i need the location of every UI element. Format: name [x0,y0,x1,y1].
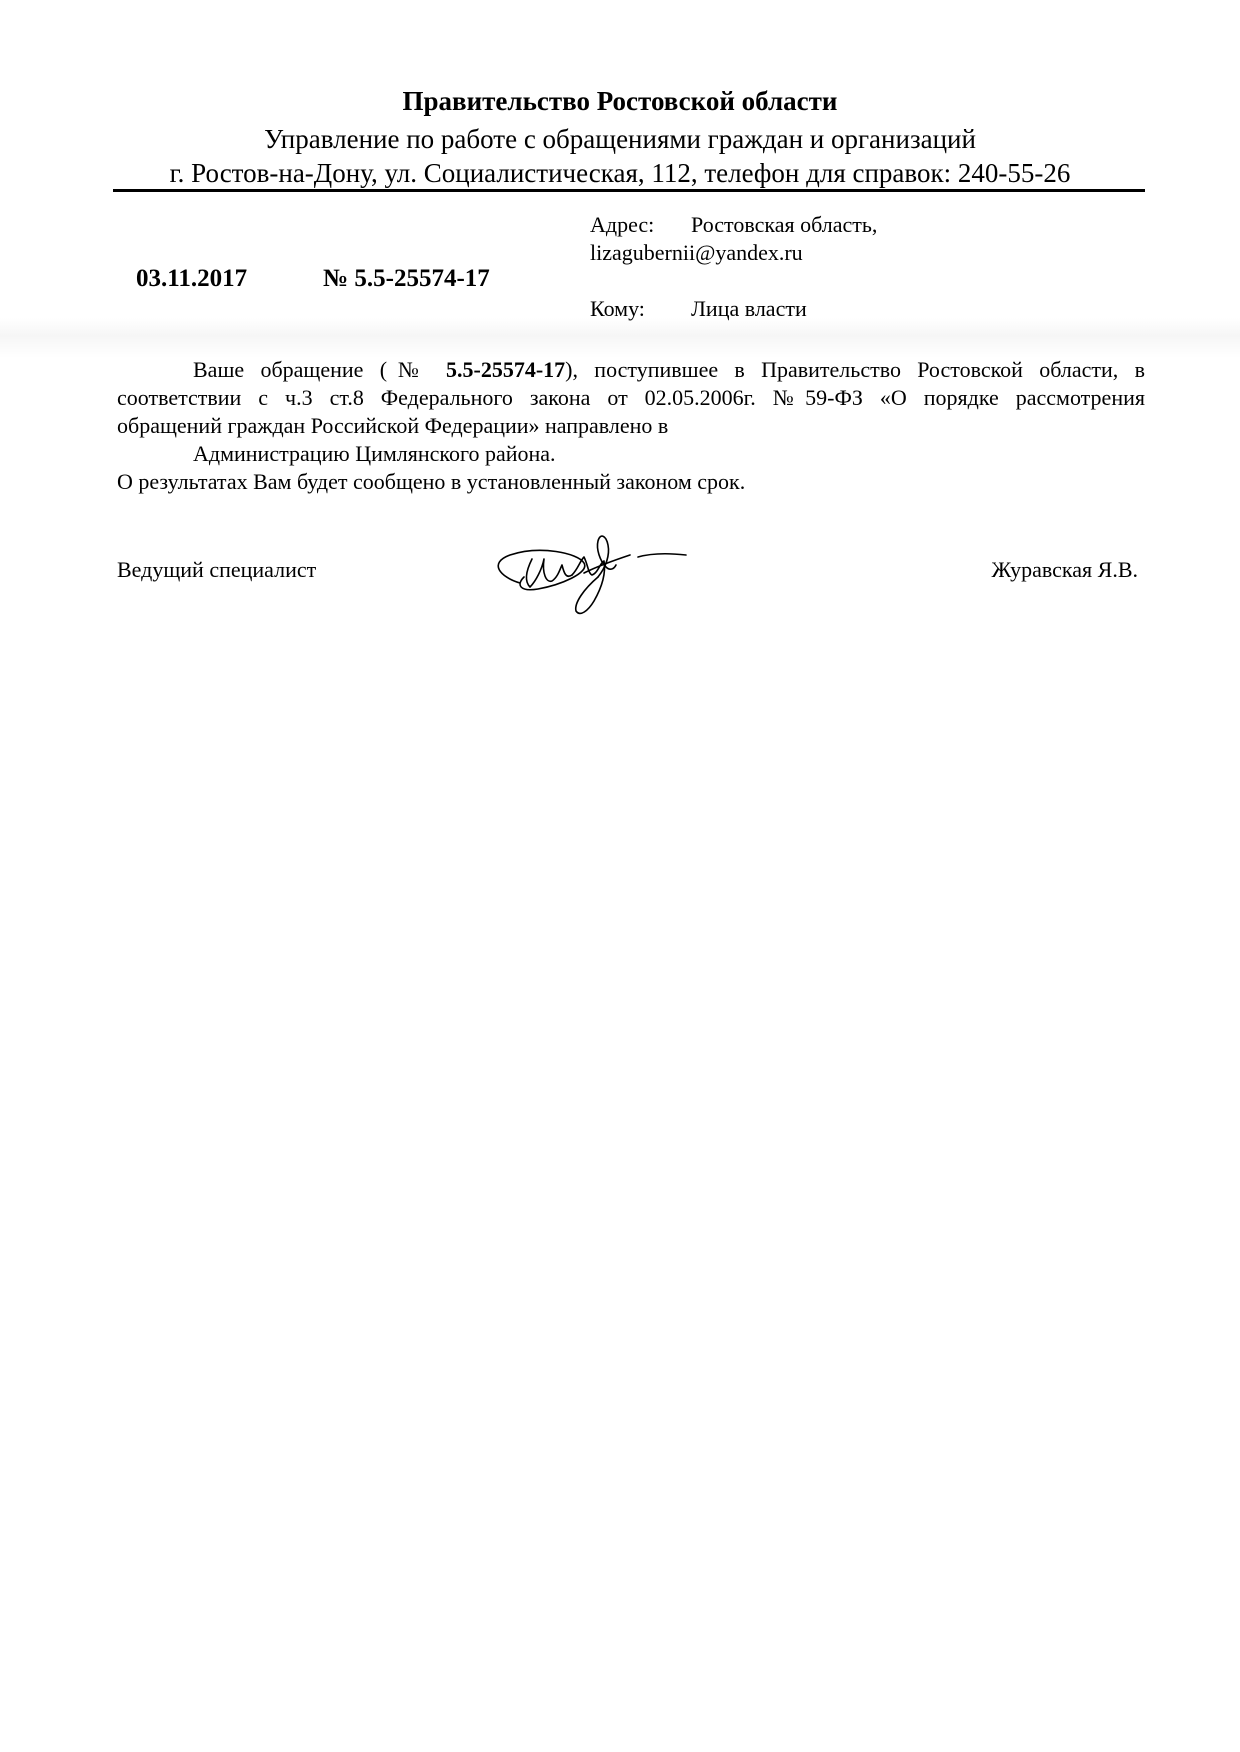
handwritten-signature [480,515,700,625]
address-value: Ростовская область, [691,212,878,237]
organization-name: Правительство Ростовской области [402,86,838,116]
body-line-1-number: 5.5-25574-17 [446,357,566,382]
organization-address: г. Ростов-на-Дону, ул. Социалистическая, 112, телефон для справок: 240-55-26 [169,158,1071,188]
recipient-to-row [590,294,1150,324]
to-value: Лица власти [691,296,807,321]
recipient-address-row [590,210,1150,240]
body-line-2: соответствии с ч.3 ст.8 Федерального закона от 02.05.2006г. №59-ФЗ «О порядке рассмотрения [117,385,1145,410]
signer-name: Журавская Я.В. [991,557,1138,582]
body-line-3: обращений граждан Российской Федерации» направлено в [117,413,669,438]
signer-position: Ведущий специалист [117,557,317,582]
to-label: Кому: [590,296,645,321]
body-line-1-prefix: Ваше обращение (№ [193,357,446,382]
document-number: № 5.5-25574-17 [323,265,490,292]
address-label: Адрес: [590,212,655,237]
department-name: Управление по работе с обращениями граждан и организаций [264,124,976,154]
letterhead-divider [113,189,1145,192]
recipient-email: lizagubernii@yandex.ru [590,240,803,265]
document-date: 03.11.2017 [136,265,248,292]
recipient-email-row [590,238,1150,268]
body-line-1-suffix: ), поступившее в Правительство Ростовской области, в [565,357,1145,382]
body-line-4: Администрацию Цимлянского района. [193,441,556,466]
body-line-1 [117,356,1145,384]
body-line-5: О результатах Вам будет сообщено в установленный законом срок. [117,469,746,494]
scan-shading [0,318,1240,358]
